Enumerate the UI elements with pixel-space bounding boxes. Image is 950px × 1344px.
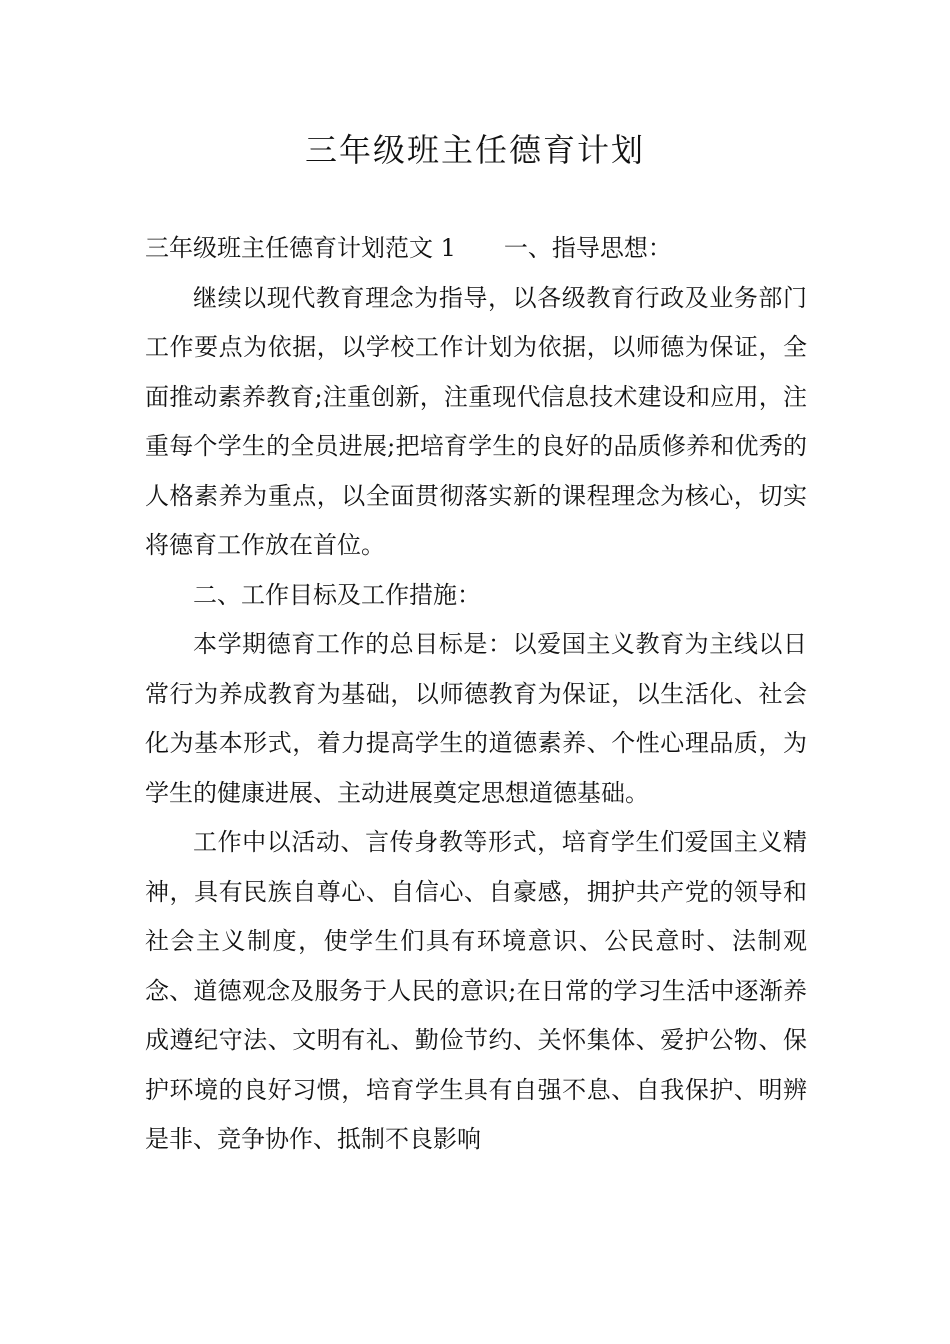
paragraph-guiding-thought: 继续以现代教育理念为指导，以各级教育行政及业务部门工作要点为依据，以学校工作计划为依据，以师德为保证，全面推动素养教育;注重创新，注重现代信息技术建设和应用，注重每个学生的全员进展;把培育学生的良好的品质修养和优秀的人格素养为重点，以全面贯彻落实新的课程理念为核心，切实将德育工作放在首位。 (145, 283, 807, 559)
intro-heading: 三年级班主任德育计划范文 1 (145, 234, 456, 262)
document-title: 三年级班主任德育计划 (304, 131, 645, 169)
section2-heading: 二、工作目标及工作措施： (193, 580, 481, 609)
document-body (145, 224, 807, 1165)
section1-heading: 一、指导思想： (503, 234, 672, 262)
paragraph-work-methods: 工作中以活动、言传身教等形式，培育学生们爱国主义精神，具有民族自尊心、自信心、自豪感，拥护共产党的领导和社会主义制度，使学生们具有环境意识、公民意时、法制观念、道德观念及服务于人民的意识;在日常的学习生活中逐渐养成遵纪守法、文明有礼、勤俭节约、关怀集体、爱护公物、保护环境的良好习惯，培育学生具有自强不息、自我保护、明辨是非、竞争协作、抵制不良影响 (145, 828, 807, 1153)
intro-line (145, 224, 807, 274)
paragraph-overall-goal: 本学期德育工作的总目标是：以爱国主义教育为主线以日常行为养成教育为基础，以师德教育为保证，以生活化、社会化为基本形式，着力提高学生的道德素养、个性心理品质，为学生的健康进展、主动进展奠定思想道德基础。 (145, 630, 807, 807)
